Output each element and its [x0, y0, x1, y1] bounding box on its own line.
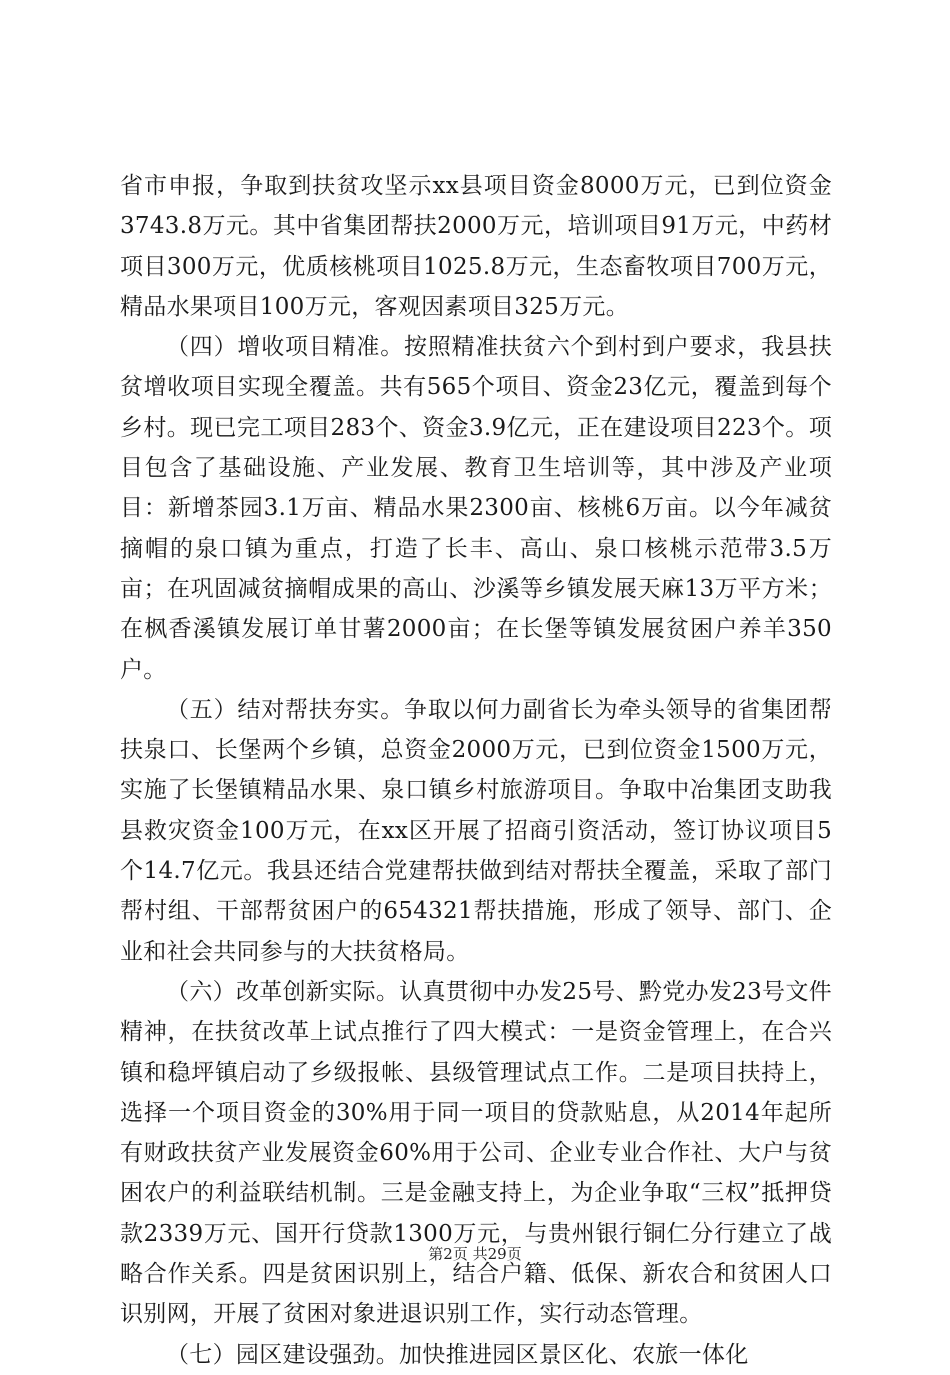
paragraph-continuation: 省市申报，争取到扶贫攻坚示xx县项目资金8000万元，已到位资金3743.8万元。其中省集团帮扶2000万元，培训项目91万元，中药材项目300万元，优质核桃项目1025.8万元，生态畜牧项目700万元，精品水果项目100万元，客观因素项目325万元。: [120, 173, 832, 320]
page-footer: [0, 1243, 950, 1264]
paragraph-section-6: （六）改革创新实际。认真贯彻中办发25号、黔党办发23号文件精神，在扶贫改革上试点推行了四大模式：一是资金管理上，在合兴镇和稳坪镇启动了乡级报帐、县级管理试点工作。二是项目扶持上，选择一个项目资金的30%用于同一项目的贷款贴息，从2014年起所有财政扶贫产业发展资金60%用于公司、企业专业合作社、大户与贫困农户的利益联结机制。三是金融支持上，为企业争取“三权”抵押贷款2339万元、国开行贷款1300万元，与贵州银行铜仁分行建立了战略合作关系。四是贫困识别上，结合户籍、低保、新农合和贫困人口识别网，开展了贫困对象进退识别工作，实行动态管理。: [120, 978, 832, 1328]
page-total: 共29页: [472, 1245, 522, 1263]
paragraph-section-5: （五）结对帮扶夯实。争取以何力副省长为牵头领导的省集团帮扶泉口、长堡两个乡镇，总资金2000万元，已到位资金1500万元，实施了长堡镇精品水果、泉口镇乡村旅游项目。争取中冶集团支助我县救灾资金100万元，在xx区开展了招商引资活动，签订协议项目5个14.7亿元。我县还结合党建帮扶做到结对帮扶全覆盖，采取了部门帮村组、干部帮贫困户的654321帮扶措施，形成了领导、部门、企业和社会共同参与的大扶贫格局。: [120, 696, 832, 965]
document-body: [120, 166, 832, 1375]
paragraph-section-7: （七）园区建设强劲。加快推进园区景区化、农旅一体化: [166, 1341, 749, 1368]
page-number: 第2页: [428, 1245, 468, 1263]
paragraph-section-4: （四）增收项目精准。按照精准扶贫六个到村到户要求，我县扶贫增收项目实现全覆盖。共有565个项目、资金23亿元，覆盖到每个乡村。现已完工项目283个、资金3.9亿元，正在建设项目223个。项目包含了基础设施、产业发展、教育卫生培训等，其中涉及产业项目：新增茶园3.1万亩、精品水果2300亩、核桃6万亩。以今年减贫摘帽的泉口镇为重点，打造了长丰、高山、泉口核桃示范带3.5万亩；在巩固减贫摘帽成果的高山、沙溪等乡镇发展天麻13万平方米；在枫香溪镇发展订单甘薯2000亩；在长堡等镇发展贫困户养羊350户。: [120, 334, 832, 683]
